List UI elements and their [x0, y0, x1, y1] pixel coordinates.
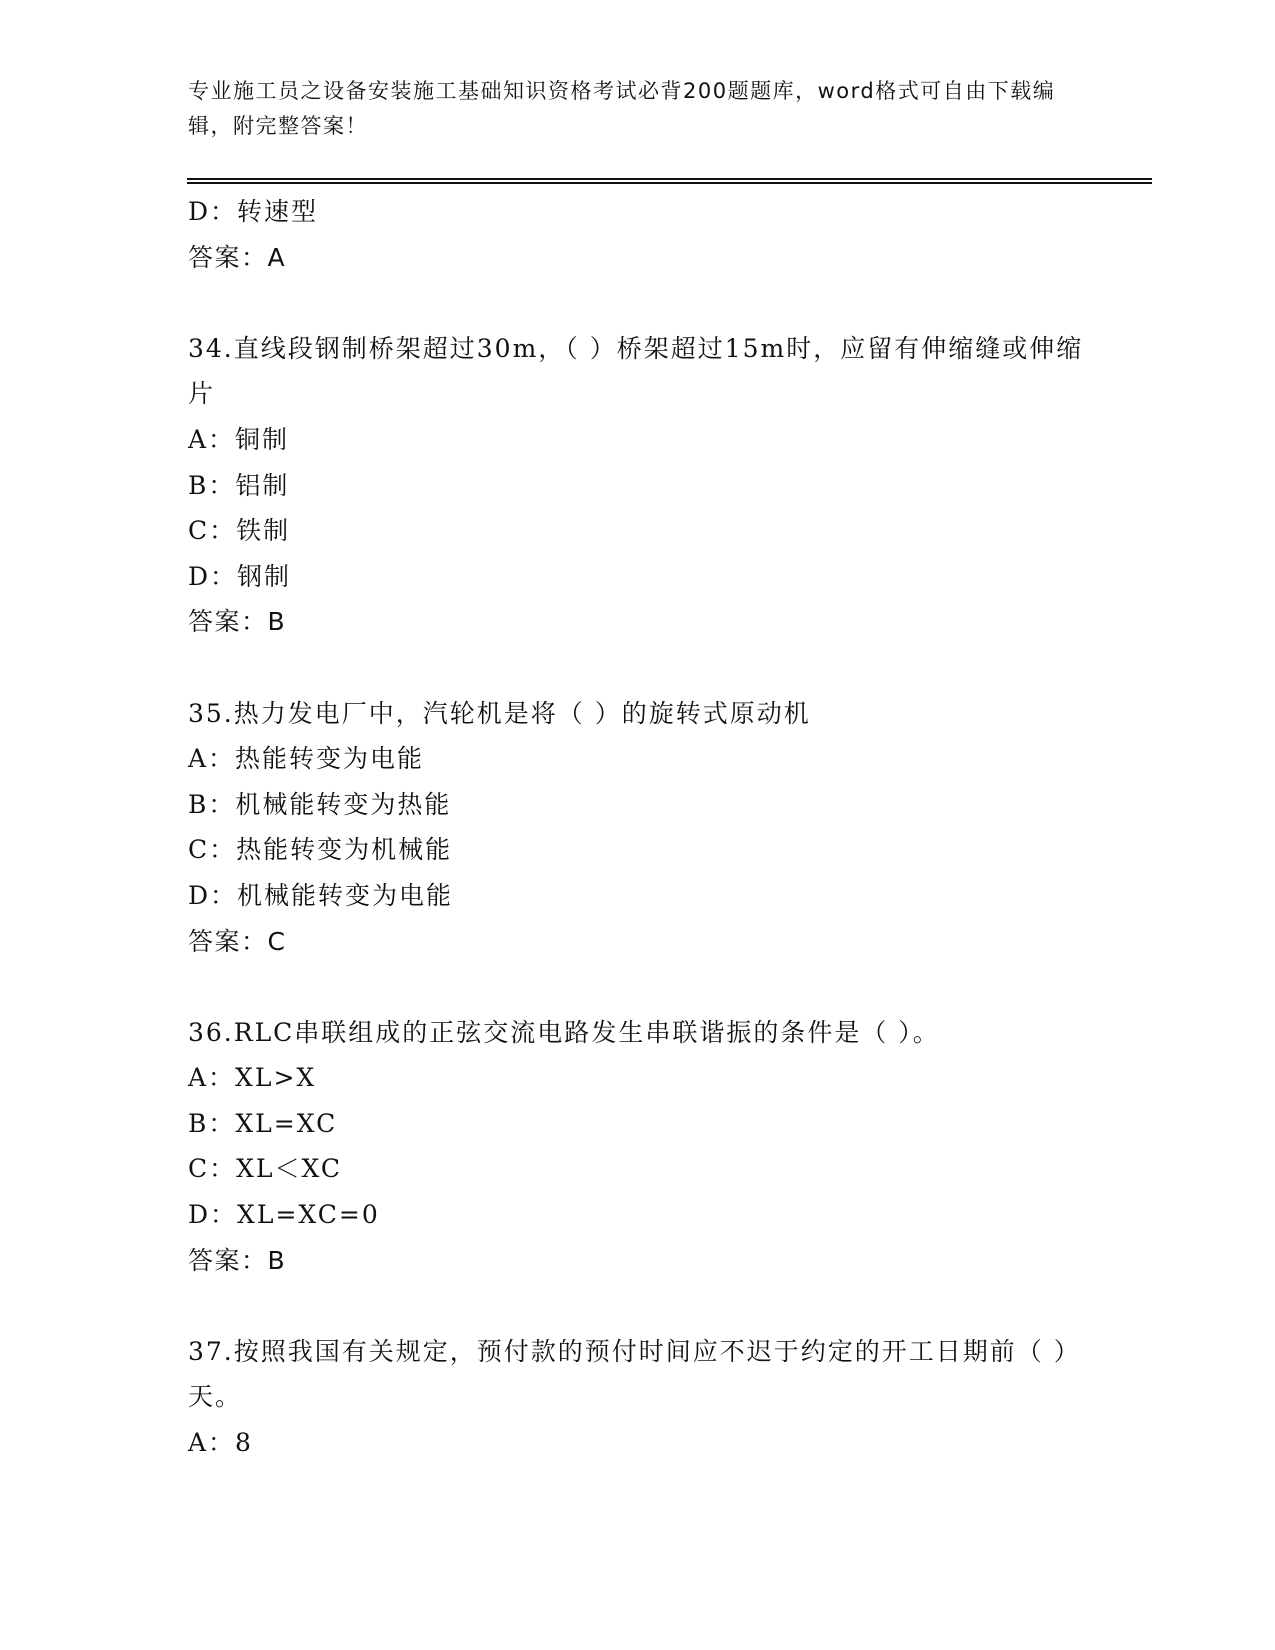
answer-line: 答案：A	[188, 242, 287, 272]
question-35-option-c: C：热能转变为机械能	[188, 835, 453, 865]
question-35-option-a: A：热能转变为电能	[188, 744, 425, 774]
question-35-stem: 35.热力发电厂中，汽轮机是将（ ）的旋转式原动机	[188, 698, 811, 728]
question-36-option-d: D：XL=XC=0	[188, 1200, 380, 1230]
question-34-option-d: D：钢制	[188, 561, 292, 591]
question-34-stem: 34.直线段钢制桥架超过30m，（ ）桥架超过15m时，应留有伸缩缝或伸缩片	[188, 333, 1084, 409]
document-header: 专业施工员之设备安装施工基础知识资格考试必背200题题库，word格式可自由下载编辑，附完整答案！	[188, 79, 1056, 138]
question-36-option-b: B：XL=XC	[188, 1108, 338, 1138]
question-36-option-c: C：XL＜XC	[188, 1154, 343, 1184]
question-36-option-a: A：XL>X	[188, 1063, 317, 1093]
question-34-option-c: C：铁制	[188, 516, 291, 546]
question-35-answer: 答案：C	[188, 926, 287, 956]
question-35-option-b: B：机械能转变为热能	[188, 789, 452, 819]
question-list	[188, 189, 1088, 1466]
question-37-option-a: A：8	[188, 1428, 253, 1458]
question-34-option-b: B：铝制	[188, 470, 290, 500]
question-35-option-d: D：机械能转变为电能	[188, 880, 454, 910]
question-34-answer: 答案：B	[188, 607, 287, 637]
spacer	[188, 280, 1088, 326]
question-36-stem: 36.RLC串联组成的正弦交流电路发生串联谐振的条件是（ ）。	[188, 1017, 940, 1047]
header-rule-bottom	[187, 182, 1152, 184]
question-37-stem: 37.按照我国有关规定，预付款的预付时间应不迟于约定的开工日期前（ ）天。	[188, 1336, 1081, 1412]
spacer	[188, 645, 1088, 691]
spacer	[188, 1283, 1088, 1329]
option-d: D：转速型	[188, 197, 319, 226]
question-34-option-a: A：铜制	[188, 424, 290, 454]
header-rule-top	[187, 178, 1152, 180]
spacer	[188, 964, 1088, 1010]
question-36-answer: 答案：B	[188, 1245, 287, 1275]
